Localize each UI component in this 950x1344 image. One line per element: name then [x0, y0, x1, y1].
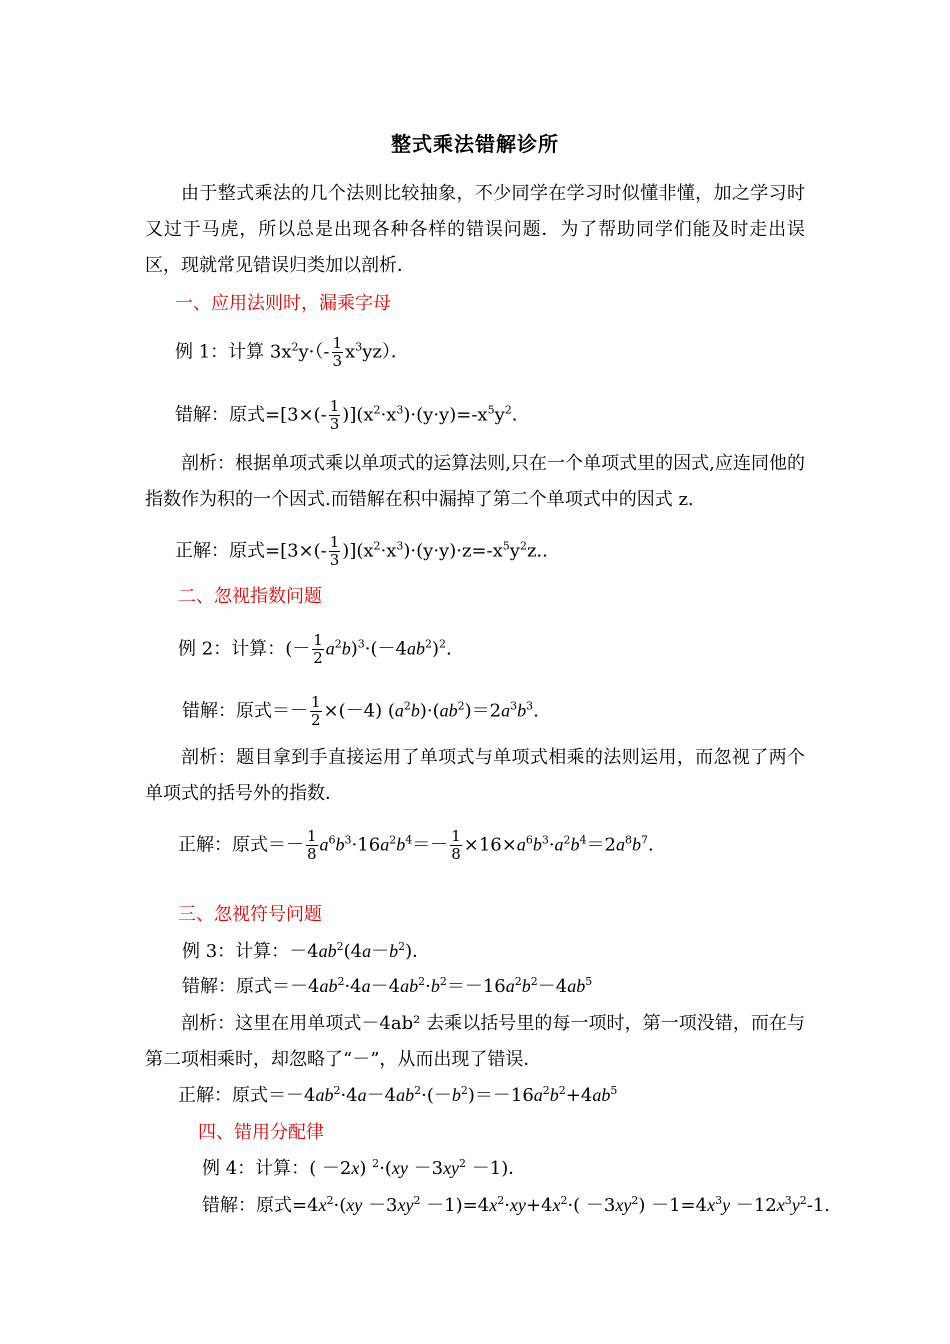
correct-label-3: 正解：原式＝: [178, 1085, 286, 1106]
wrong-solution-3: 错解：原式$=-4ab^2\cdot 4a-4ab^2\cdot b^2=-16a^2b^2-4ab^5$: [182, 975, 593, 997]
wrong-solution-4: 错解：原式$=4x^2\cdot(xy -3xy^2 -1)=4x^2\cdot xy+4x^2\cdot( -3xy^2) -1=4x^3y -12x^3y^2-1$.: [202, 1194, 830, 1216]
wrong-label-1: 错解：原式: [175, 404, 265, 426]
analysis-1: 剖析：根据单项式乘以单项式的运算法则,只在一个单项式里的因式,应连同他的指数作为积的一个因式.而错解在积中漏掉了第二个单项式中的因式 z.: [145, 453, 805, 510]
analysis-2: 剖析：题目拿到手直接运用了单项式与单项式相乘的法则运用，而忽视了两个单项式的括号外的指数．: [145, 747, 805, 804]
correct-solution-1: 正解：原式=[3×(- $\frac{1}{3}$ )]$(x^2\cdot x^3)\cdot(y\cdot y)\cdot z=-x^5y^2z$..: [175, 533, 548, 569]
wrong-solution-2: 错解：原式＝－ $\frac{1}{2}$ ×(－4) $(a^2b)\cdot(ab^2)=2a^3b^3$.: [182, 693, 539, 729]
correct-label-1: 正解：原式: [175, 540, 265, 562]
fraction-one-eighth: $\frac{1}{8}$: [307, 827, 317, 863]
correct-label-2: 正解：原式＝－: [178, 834, 304, 856]
fraction-one-third: $\frac{1}{3}$: [329, 397, 340, 433]
fraction-one-half: $\frac{1}{2}$: [311, 693, 321, 729]
wrong-label-2: 错解：原式＝－: [182, 700, 308, 722]
section-heading-2: 二、忽视指数问题: [178, 586, 322, 607]
page-title: 整式乘法错解诊所: [391, 132, 559, 156]
example-2-label: 例 2：计算：: [178, 638, 286, 660]
example-4-label: 例 4：计算：: [202, 1158, 310, 1179]
section-heading-1: 一、应用法则时，漏乘字母: [175, 293, 391, 314]
wrong-solution-1: 错解：原式=[3×(- $\frac{1}{3}$ )]$(x^2\cdot x^3)\cdot(y\cdot y)=-x^5y^2$.: [175, 397, 518, 433]
intro-paragraph: 由于整式乘法的几个法则比较抽象，不少同学在学习时似懂非懂，加之学习时又过于马虎，所以总是出现各种各样的错误问题．为了帮助同学们能及时走出误区，现就常见错误归类加以剖析．: [145, 183, 805, 276]
wrong-label-4: 错解：原式: [202, 1195, 292, 1216]
wrong-label-3: 错解：原式＝: [182, 976, 290, 997]
analysis-3: 剖析：这里在用单项式－4ab² 去乘以括号里的每一项时，第一项没错，而在与第二项相乘时，却忽略了“－”，从而出现了错误．: [145, 1013, 805, 1070]
fraction-one-third: $\frac{1}{3}$: [329, 533, 340, 569]
example-3-label: 例 3：计算：: [182, 941, 290, 962]
section-heading-3: 三、忽视符号问题: [178, 904, 322, 925]
fraction-one-half: $\frac{1}{2}$: [313, 631, 323, 667]
example-1: 例 1：计算 $3x^2y\cdot(-$ $\frac{1}{3}$ $x^3yz$）．: [175, 334, 409, 370]
example-2: 例 2：计算：(－ $\frac{1}{2}$ $a^2b)^3\cdot(-4ab^2)^2$.: [178, 631, 452, 667]
fraction-one-third: $\frac{1}{3}$: [332, 334, 343, 370]
example-1-label: 例 1：计算: [175, 341, 265, 363]
correct-solution-3: 正解：原式$=-4ab^2\cdot 4a-4ab^2\cdot(-b^2)=-16a^2b^2+4ab^5$: [178, 1084, 618, 1106]
fraction-one-eighth: $\frac{1}{8}$: [451, 827, 461, 863]
correct-solution-2: 正解：原式＝－ $\frac{1}{8}$ $a^6b^3\cdot 16a^2b^4=-$ $\frac{1}{8}$ $\times 16\times a^6b^3\cdot a^2b^4=2a^8b^7$.: [178, 827, 654, 863]
section-heading-4: 四、错用分配律: [198, 1122, 324, 1143]
example-3: 例 3：计算：$-4ab^2(4a-b^2)$．: [182, 940, 431, 962]
example-4: 例 4：计算：( －2x) $^2\cdot(xy -3xy^2 -1)$．: [202, 1157, 527, 1179]
